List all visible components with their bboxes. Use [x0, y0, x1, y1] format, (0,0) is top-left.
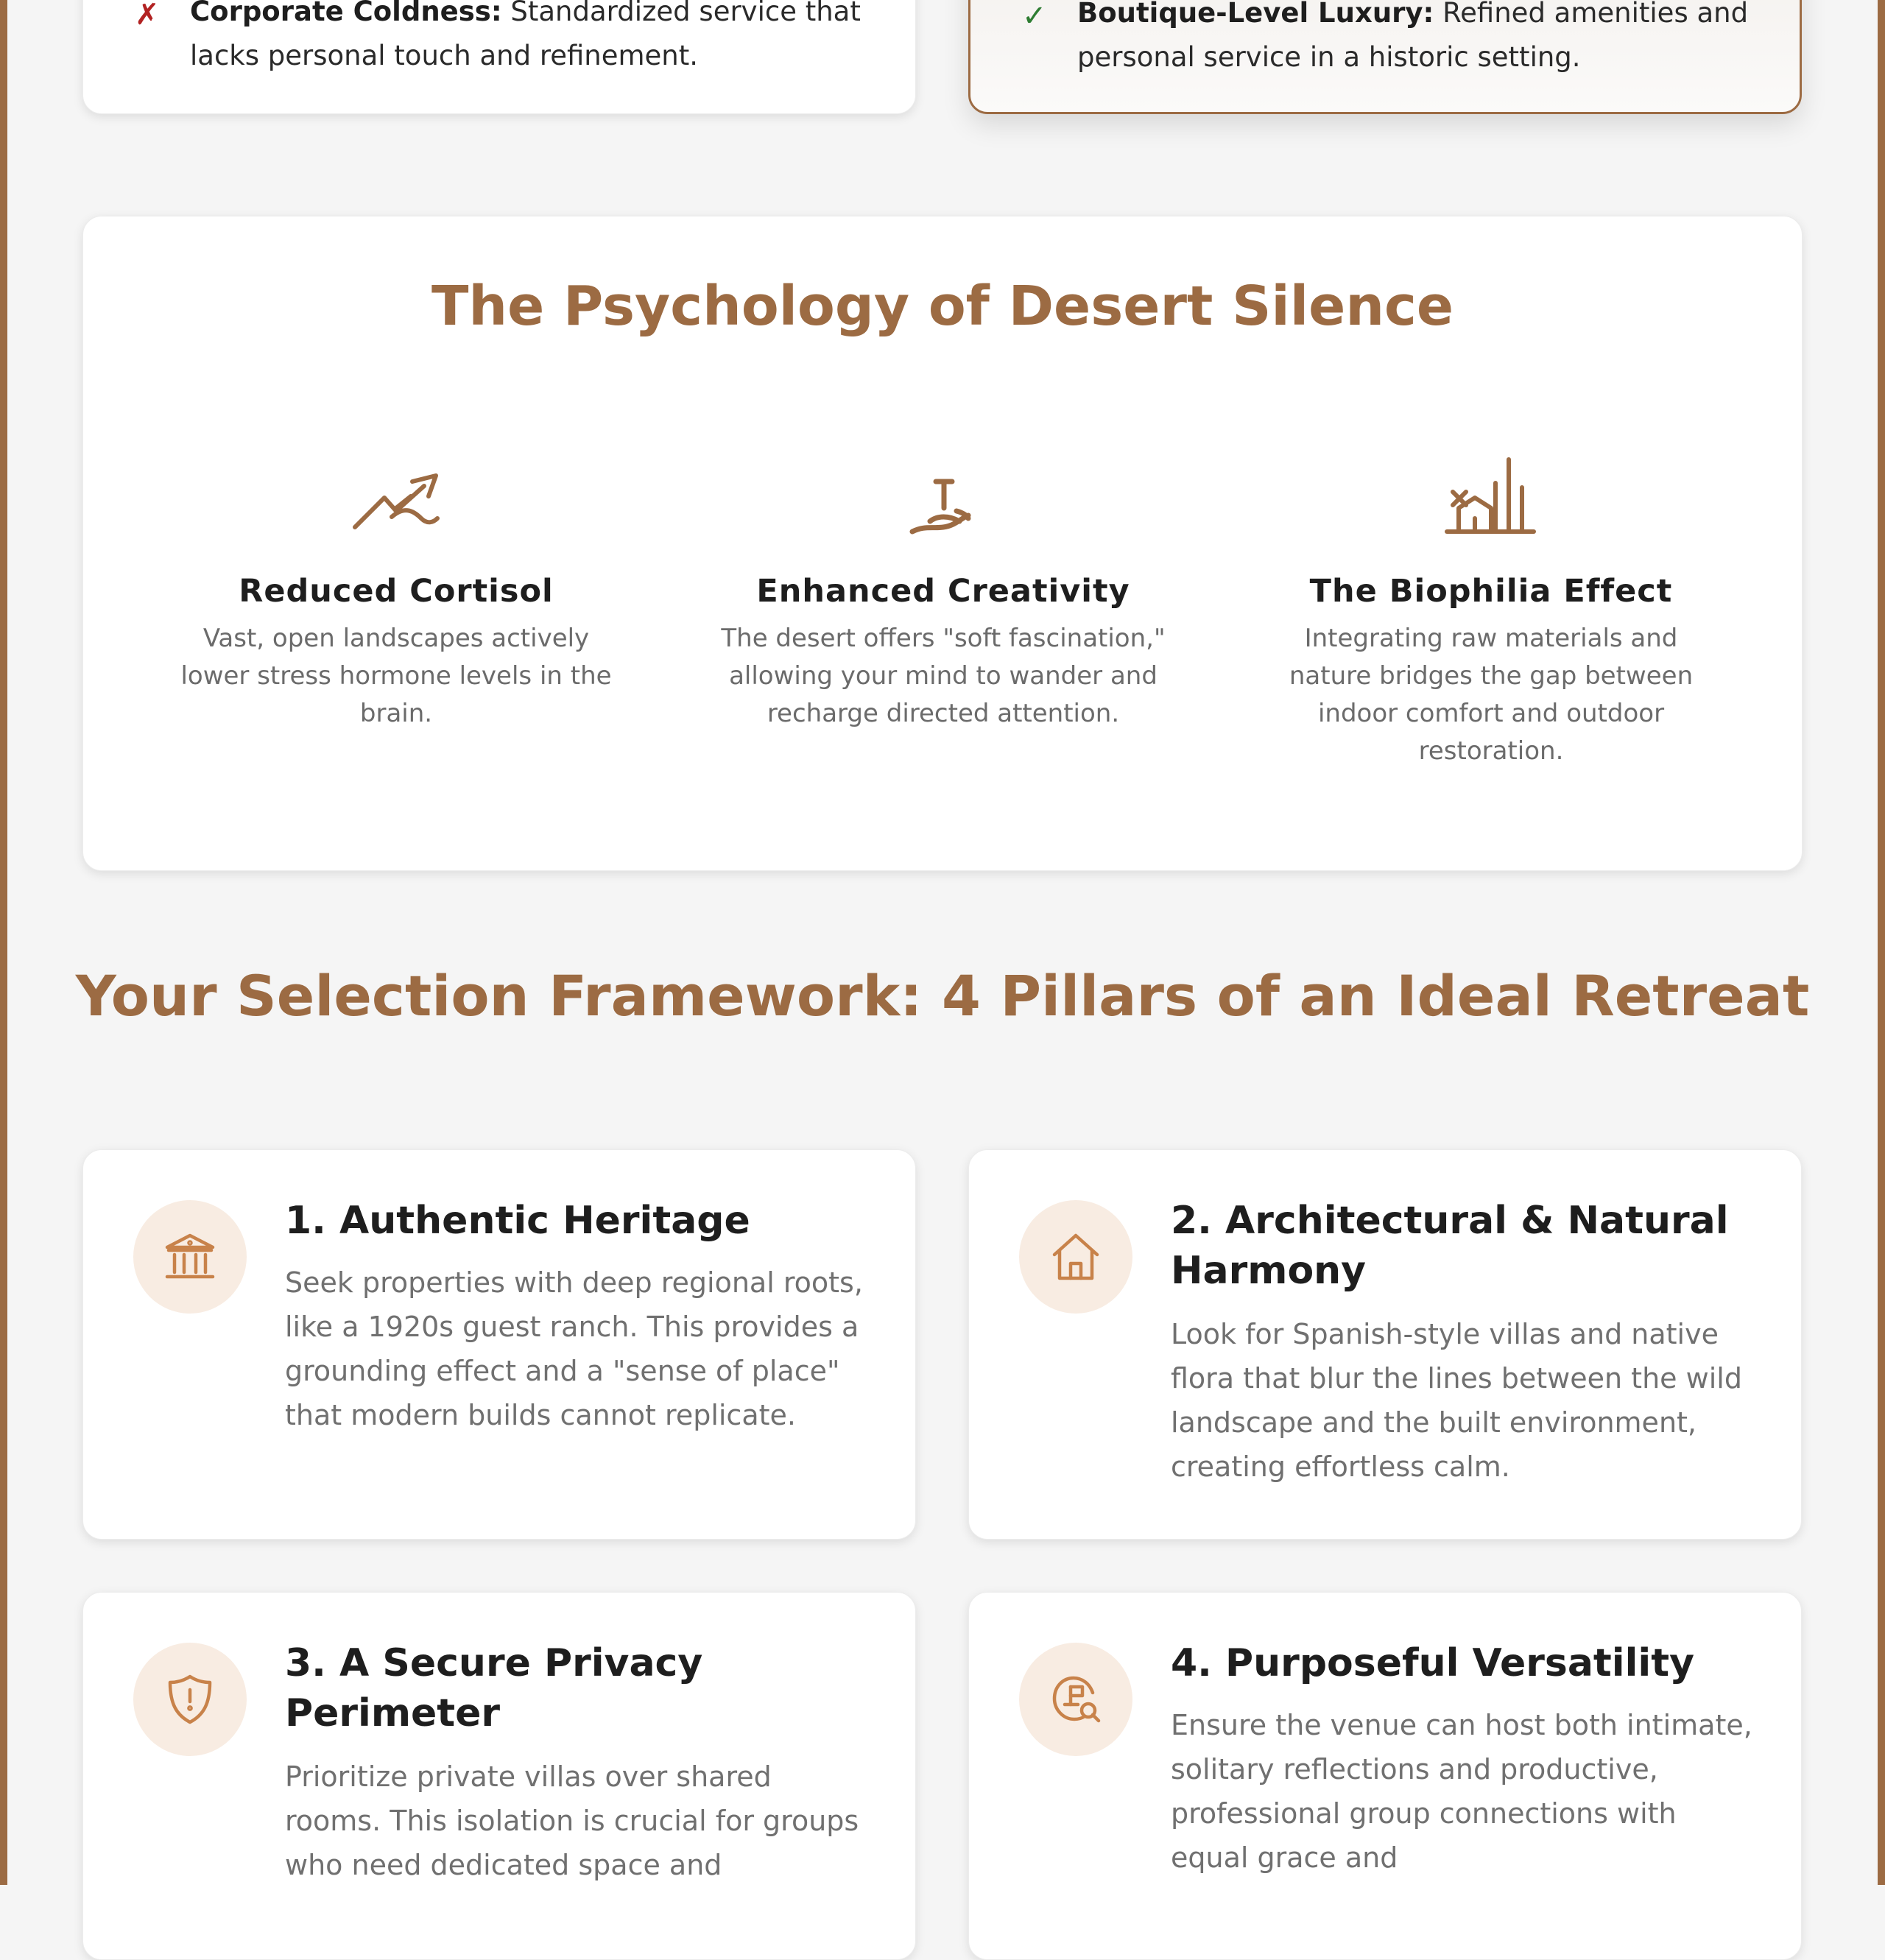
pillar-desc: Seek properties with deep regional roots, like a 1920s guest ranch. This provides a grounding effect and a "sense of place" that modern builds cannot replicate.: [285, 1266, 863, 1431]
psychology-item-title: The Biophilia Effect: [1309, 573, 1673, 610]
psychology-item-desc: Vast, open landscapes actively lower stress hormone levels in the brain.: [180, 624, 612, 728]
house-icon: [1049, 1230, 1103, 1284]
comparison-desc: Standardized service that lacks personal touch and refinement.: [190, 0, 861, 71]
comparison-bold: Corporate Coldness:: [190, 0, 502, 27]
comparison-card-boutique: [968, 0, 1802, 114]
pillar-icon-badge: [133, 1643, 247, 1756]
pillar-title: 4. Purposeful Versatility: [1171, 1641, 1694, 1685]
psychology-item-creativity: [715, 445, 1171, 733]
psychology-item-desc: The desert offers "soft fascination," allowing your mind to wander and recharge directed attention.: [721, 624, 1166, 728]
pillar-desc: Ensure the venue can host both intimate, solitary reflections and productive, professional group connections with equal grace and: [1171, 1709, 1752, 1874]
pillars-title: Your Selection Framework: 4 Pillars of an Ideal Retreat: [75, 963, 1810, 1029]
pillar-desc: Look for Spanish-style villas and native flora that blur the lines between the wild landscape and the built environment, creating effortless calm.: [1171, 1318, 1742, 1483]
psychology-item-title: Enhanced Creativity: [756, 573, 1130, 610]
pillar-icon-badge: [1019, 1200, 1132, 1314]
psychology-item-title: Reduced Cortisol: [239, 573, 554, 610]
pillar-card-architecture: [968, 1149, 1802, 1540]
comparison-bold: Boutique-Level Luxury:: [1077, 0, 1434, 29]
trend-arrow-icon: [345, 445, 448, 540]
pillar-title: 3. A Secure Privacy Perimeter: [285, 1641, 703, 1735]
pillar-card-versatility: [968, 1592, 1802, 1960]
check-icon: ✓: [1022, 0, 1047, 33]
pillar-card-heritage: [82, 1149, 916, 1540]
comparison-desc: Refined amenities and personal service in a historic setting.: [1077, 0, 1749, 73]
comparison-text: [1077, 0, 1769, 80]
psychology-title: The Psychology of Desert Silence: [431, 275, 1454, 338]
pillar-desc: Prioritize private villas over shared rooms. This isolation is crucial for groups who need dedicated space and: [285, 1760, 859, 1881]
compass-flag-icon: [1049, 1672, 1103, 1727]
psychology-item-cortisol: [168, 445, 624, 733]
shield-alert-icon: [163, 1672, 217, 1727]
psychology-item-desc: Integrating raw materials and nature bridges the gap between indoor comfort and outdoor restoration.: [1289, 624, 1694, 766]
psychology-card: [82, 216, 1803, 871]
cross-icon: ✗: [135, 0, 160, 32]
building-columns-icon: [163, 1230, 217, 1284]
pillar-icon-badge: [1019, 1643, 1132, 1756]
psychology-item-biophilia: [1263, 445, 1719, 770]
hand-tool-icon: [892, 445, 995, 540]
nature-building-icon: [1440, 445, 1543, 540]
comparison-text: [190, 0, 882, 78]
pillar-title: 1. Authentic Heritage: [285, 1199, 750, 1243]
comparison-card-corporate: [82, 0, 916, 114]
pillar-title: 2. Architectural & Natural Harmony: [1171, 1199, 1729, 1293]
pillar-card-privacy: [82, 1592, 916, 1960]
pillar-icon-badge: [133, 1200, 247, 1314]
